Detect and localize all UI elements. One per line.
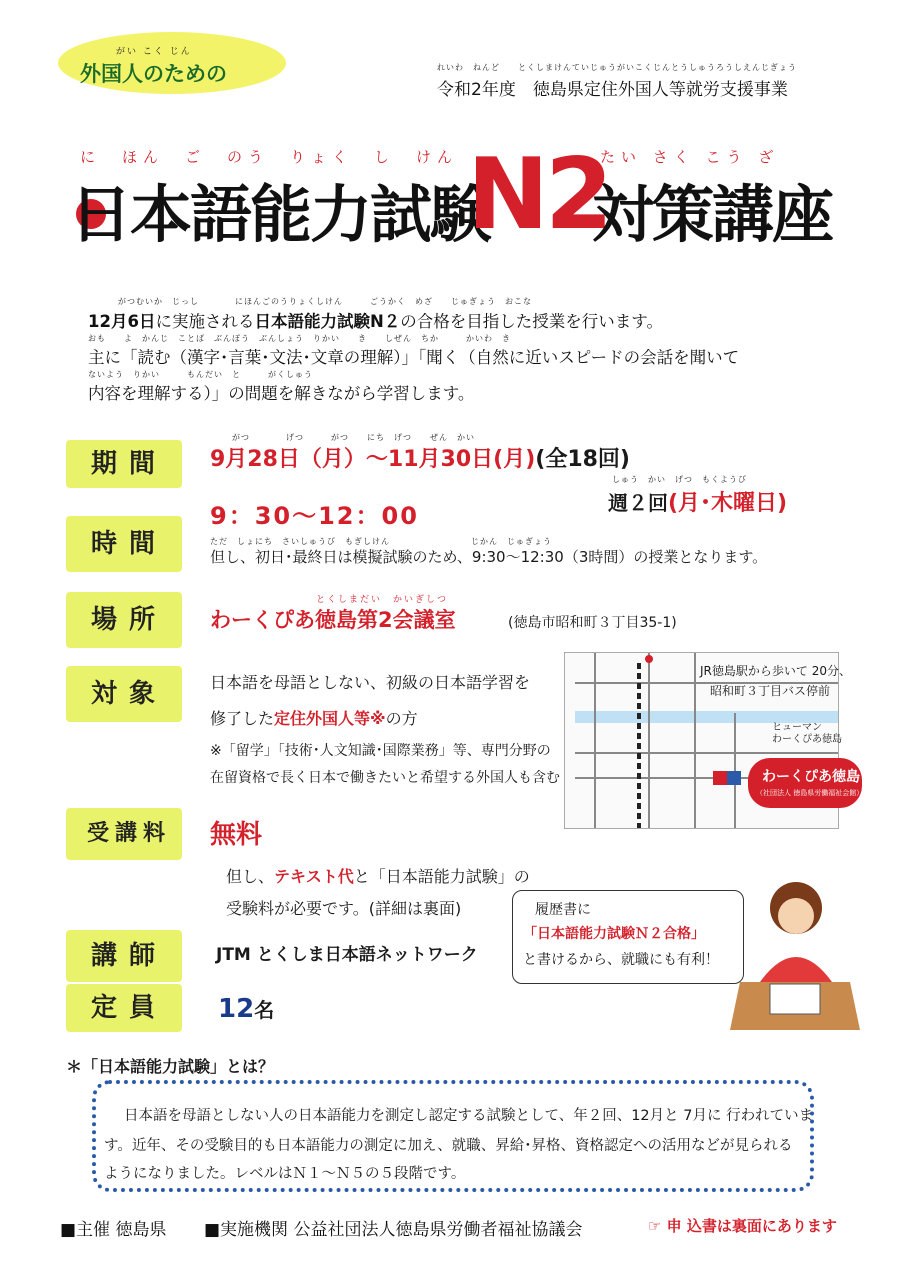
intro-text: に実施される: [155, 312, 255, 331]
label-fee: 受講料: [66, 808, 182, 860]
resume-paper-icon: [770, 984, 820, 1014]
target-note-2: 在留資格で長く日本で働きたいと希望する外国人も含む: [210, 770, 560, 786]
weekly-count: 週２回: [608, 491, 668, 515]
target-line-2: [210, 706, 418, 729]
period-dates: 9月28日（月）～11月30日(月): [210, 447, 536, 472]
bus-stop-marker-icon: [727, 771, 741, 785]
period-ruby: がつ げつ がつ にち げつ ぜん かい: [232, 433, 475, 442]
intro-line-2: 主に「読む（漢字･言葉･文法･文章の理解）」「聞く（自然に近いスピードの会話を聞いて: [88, 348, 740, 367]
map-humane-2: わーくぴあ徳島: [772, 734, 842, 745]
about-heading: ＊「日本語能力試験」とは？: [66, 1057, 275, 1076]
capacity-unit: 名: [254, 998, 275, 1022]
title-suffix: 対策講座: [592, 178, 833, 251]
period-total: (全18回): [535, 447, 630, 472]
label-period: 期間: [66, 440, 182, 488]
badge-text: 外国人のための: [80, 62, 227, 86]
target-text: 修了した: [210, 709, 275, 728]
place-address: (徳島市昭和町３丁目35-1): [508, 615, 677, 631]
weekly-days: (月･木曜日): [668, 491, 788, 516]
weekly-frequency: [608, 486, 787, 517]
place-value: わーくぴあ徳島第2会議室: [210, 608, 456, 632]
program-name: 令和2年度 徳島県定住外国人等就労支援事業: [437, 80, 788, 100]
venue-callout-sub: （社団法人 徳島県労働福祉会館）: [756, 789, 864, 797]
fee-line-1: [226, 864, 530, 887]
label-capacity: 定員: [66, 984, 182, 1032]
period-value: [210, 442, 630, 473]
shirt-icon: [760, 957, 832, 982]
venue-marker-icon: [713, 771, 727, 785]
label-time: 時間: [66, 516, 182, 572]
teacher-value: JTM とくしま日本語ネットワーク: [216, 945, 478, 965]
about-line-2: す。近年、その受験目的も日本語能力の測定に加え、就職、昇給･昇格、資格認定への活用などが見られる: [104, 1138, 793, 1154]
target-text: の方: [385, 709, 418, 728]
place-ruby: とくしまだい かいぎしつ: [316, 595, 449, 605]
time-note: 但し、初日･最終日は模擬試験のため、9:30～12:30（3時間）の授業となります。: [210, 548, 768, 566]
about-line-1: 日本語を母語としない人の日本語能力を測定し認定する試験として、年２回、12月と 7月に 行われていま: [124, 1108, 814, 1124]
about-line-3: ようになりました。レベルはＮ１～Ｎ５の５段階です。: [104, 1166, 466, 1182]
page-title: 日本語能力試験: [70, 178, 491, 251]
footer-sponsor: ■主催 徳島県: [60, 1220, 167, 1240]
target-highlight: 定住外国人等※: [274, 709, 386, 728]
time-value: 9：30～12：00: [210, 502, 419, 530]
map-directions-1: JR徳島駅から歩いて 20分、: [700, 664, 851, 678]
title-ruby-left: に ほん ご のう りょく し けん: [80, 148, 459, 166]
fee-text: と「日本語能力試験」の: [353, 867, 530, 886]
footer-apply: ☞ 申 込書は裏面にあります: [648, 1217, 837, 1235]
target-note-1: ※「留学」「技術･人文知識･国際業務」等、専門分野の: [210, 743, 551, 759]
station-marker-icon: [645, 655, 653, 663]
intro-line-3: 内容を理解する）」の問題を解きながら学習します。: [88, 384, 475, 403]
program-ruby: れいわ ねんど とくしまけんていじゅうがいこくじんとうしゅうろうしえんじぎょう: [437, 63, 797, 72]
weekly-ruby: しゅう かい げつ もくようび: [612, 475, 747, 484]
face-icon: [778, 898, 814, 934]
map-directions-2: 昭和町３丁目バス停前: [710, 684, 831, 698]
intro-ruby-3: ないよう りかい もんだい と がくしゅう: [88, 370, 313, 379]
fee-highlight: テキスト代: [274, 867, 354, 886]
map-humane: ヒューマン: [772, 722, 822, 733]
intro-exam: 日本語能力試験N２: [254, 312, 401, 331]
intro-ruby-1: がつむいか じっし にほんごのうりょくしけん ごうかく めざ じゅぎょう おこな: [118, 297, 532, 306]
student-writing-illustration: [730, 872, 860, 1032]
capacity-value: [218, 994, 274, 1024]
footer-organizer: ■実施機関 公益社団法人徳島県労働者福祉協議会: [204, 1220, 583, 1240]
venue-callout-title: わーくぴあ徳島: [762, 769, 860, 785]
intro-ruby-2: おも よ かんじ ことば ぶんぽう ぶんしょう りかい き しぜん ちか かいわ き: [88, 334, 511, 343]
title-ruby-right: たい さく こう ざ: [600, 148, 780, 166]
capacity-number: 12: [218, 994, 255, 1024]
label-place: 場所: [66, 592, 182, 648]
speech-line-2: 「日本語能力試験Ｎ２合格」: [523, 926, 705, 942]
badge-ruby: がい こく じん: [116, 47, 192, 57]
intro-text: の合格を目指した授業を行います。: [400, 312, 663, 331]
fee-text: 但し、: [226, 867, 275, 886]
intro-line-1: [88, 308, 663, 332]
label-teacher: 講師: [66, 930, 182, 982]
title-n2: N2: [467, 138, 610, 252]
time-note-ruby: ただ しょにち さいしゅうび もぎしけん じかん じゅぎょう: [210, 537, 552, 546]
speech-bubble: [512, 890, 744, 984]
about-box: [92, 1080, 814, 1192]
intro-date: 12月6日: [88, 312, 156, 331]
fee-value: 無料: [210, 820, 263, 850]
label-target: 対象: [66, 666, 182, 722]
target-line-1: 日本語を母語としない、初級の日本語学習を: [210, 673, 531, 692]
speech-line-3: と書けるから、就職にも有利！: [523, 952, 719, 968]
speech-line-1: 履歴書に: [535, 902, 591, 918]
fee-line-2: 受験料が必要です。(詳細は裏面): [226, 899, 462, 918]
